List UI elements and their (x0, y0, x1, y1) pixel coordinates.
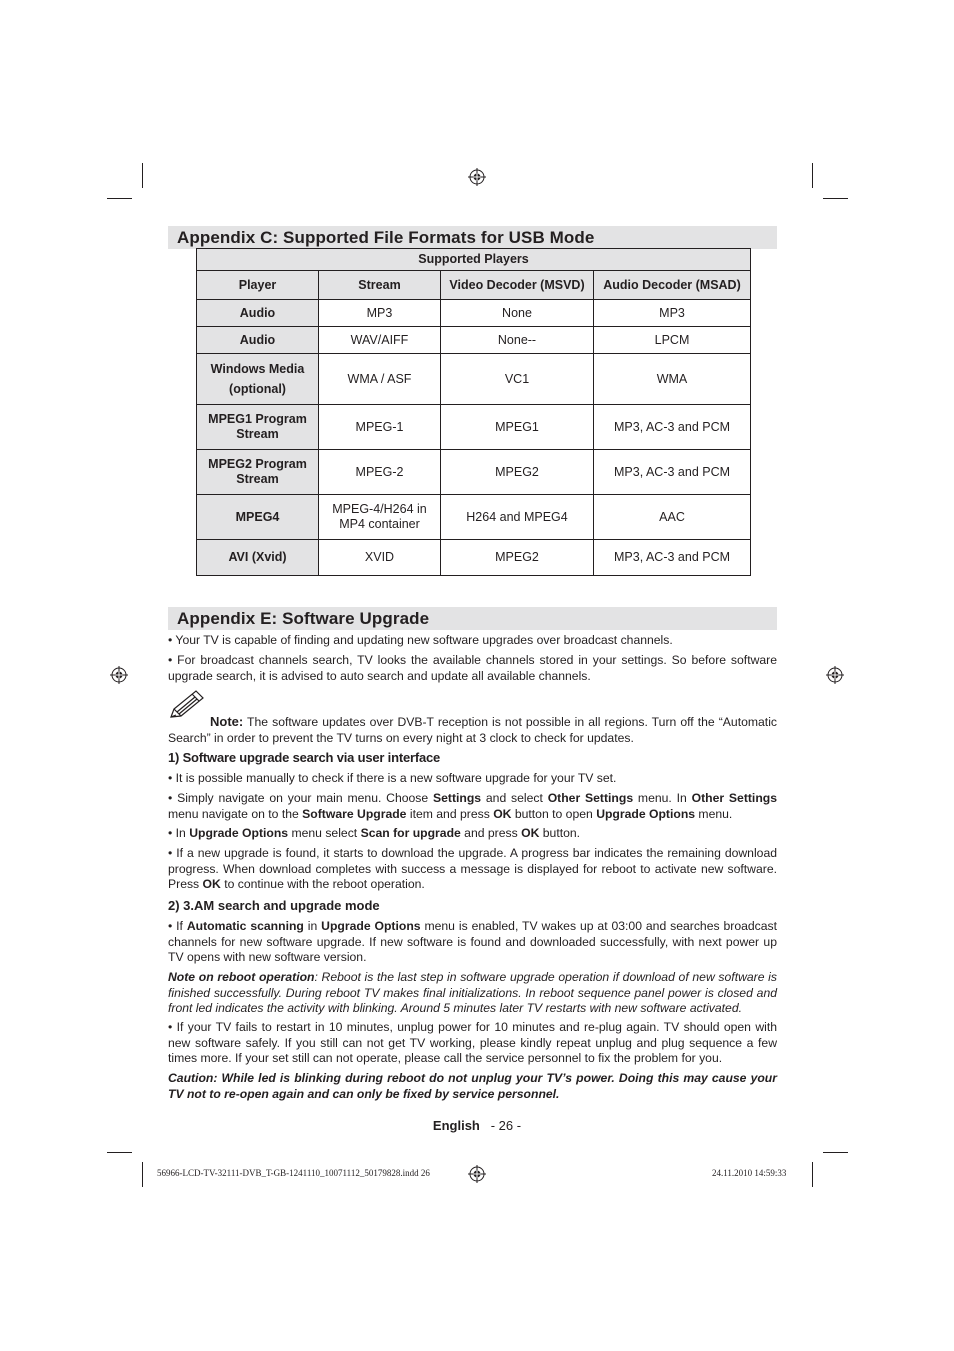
table-cell: MP3, AC-3 and PCM (594, 540, 751, 576)
text-run: menu. (695, 806, 733, 821)
crop-mark (107, 198, 132, 199)
text-run-bold: Other Settings (691, 791, 777, 805)
text-run-bold: Scan for upgrade (360, 826, 461, 840)
appendix-c-header (168, 226, 777, 249)
table-cell: WMA (594, 354, 751, 405)
footer-language: English (432, 1118, 480, 1133)
crop-mark (812, 163, 813, 188)
note-paragraph (168, 714, 777, 746)
section-2-paragraph-1 (168, 919, 777, 966)
reboot-note-label: Note on reboot operation (168, 970, 315, 984)
crop-mark (142, 163, 143, 188)
table-cell: H264 and MPEG4 (441, 495, 594, 540)
table-cell: VC1 (441, 354, 594, 405)
table-cell: MPEG1 Program Stream (197, 405, 319, 450)
table-cell: XVID (319, 540, 441, 576)
text-run: menu navigate on to the (168, 806, 303, 821)
appendix-e-header (168, 607, 777, 630)
table-cell: MP3, AC-3 and PCM (594, 450, 751, 495)
text-run-bold: Other Settings (547, 791, 634, 805)
print-slug-timestamp: 24.11.2010 14:59:33 (712, 1168, 787, 1178)
section-2-paragraph-2: • If your TV fails to restart in 10 minutes, unplug power for 10 minutes and re-plug again. TV should open with new software safely. If you still can not get TV working, please kindly repeat unplug and plug sequence a few times more. If your set still can not operate, please call the service personnel to fix the problem for you. (168, 1020, 777, 1065)
table-cell: AAC (594, 495, 751, 540)
page-footer (0, 1118, 954, 1133)
table-group-header: Supported Players (197, 249, 751, 271)
table-cell: MP3 (594, 300, 751, 327)
section-1-paragraph-2 (168, 791, 777, 822)
appendix-e-title: Appendix E: Software Upgrade (177, 609, 430, 628)
text-run: • Simply navigate on your main menu. Choose (168, 791, 433, 805)
table-cell: MPEG-2 (319, 450, 441, 495)
crop-mark (823, 198, 848, 199)
row-label: Windows Media (210, 362, 305, 376)
text-run: and select (481, 791, 548, 805)
table-cell: MPEG2 (441, 540, 594, 576)
table-cell (197, 354, 319, 405)
text-run: and press (460, 826, 522, 840)
text-run-bold: OK (521, 826, 540, 840)
supported-formats-table (196, 248, 751, 576)
table-group-header-row (197, 249, 751, 271)
table-cell: MPEG2 Program Stream (197, 450, 319, 495)
text-run: to continue with the reboot operation. (220, 877, 425, 891)
text-run-bold: OK (202, 877, 221, 891)
crop-mark (107, 1152, 132, 1153)
text-run-bold: Upgrade Options (596, 806, 696, 821)
registration-mark-icon (110, 666, 128, 684)
table-cell: MPEG1 (441, 405, 594, 450)
text-run: menu. In (633, 791, 692, 805)
table-cell: AVI (Xvid) (197, 540, 319, 576)
column-header-video-decoder: Video Decoder (MSVD) (441, 271, 594, 300)
text-run: item and press (406, 806, 494, 821)
appendix-c-title: Appendix C: Supported File Formats for USB Mode (177, 228, 595, 247)
registration-mark-icon (468, 1165, 486, 1183)
column-header-stream: Stream (319, 271, 441, 300)
text-run-bold: Software Upgrade (302, 806, 407, 821)
text-run-bold: Automatic scanning (186, 919, 304, 933)
table-row (197, 450, 751, 495)
column-header-player: Player (197, 271, 319, 300)
text-run: menu is enabled, TV wakes up at 03:00 and searches broadcast channels for new software upgrade. If new software is found and downloaded successfully, with next power up TV opens with new software version. (168, 919, 778, 964)
section-1-paragraph-4 (168, 846, 777, 893)
caution-paragraph: Caution: While led is blinking during reboot do not unplug your TV’s power. Doing this may cause your TV not to re-open again and can only be fixed by service personnel. (168, 1071, 777, 1101)
text-run: in (303, 919, 322, 933)
table-cell: WMA / ASF (319, 354, 441, 405)
crop-mark (823, 1152, 848, 1153)
print-slug-filename: 56966-LCD-TV-32111-DVB_T-GB-1241110_10071112_50179828.indd 26 (157, 1168, 430, 1178)
intro-paragraph-2: • For broadcast channels search, TV looks the available channels stored in your settings. So before software upgrade search, it is advised to auto search and update all available channels. (168, 653, 777, 683)
table-cell: MP3, AC-3 and PCM (594, 405, 751, 450)
text-run-bold: Settings (433, 791, 482, 805)
table-cell: MPEG-4/H264 in MP4 container (319, 495, 441, 540)
table-row (197, 300, 751, 327)
reboot-note-paragraph (168, 970, 777, 1017)
text-run: button. (539, 826, 581, 840)
table-header-row (197, 271, 751, 300)
table-cell: MP3 (319, 300, 441, 327)
table-cell: None (441, 300, 594, 327)
table-row (197, 354, 751, 405)
table-cell: MPEG2 (441, 450, 594, 495)
text-run: • In (168, 826, 190, 840)
crop-mark (142, 1162, 143, 1187)
section-2-title: 2) 3.AM search and upgrade mode (168, 898, 380, 913)
text-run-bold: OK (493, 806, 512, 821)
text-run-bold: Upgrade Options (189, 826, 289, 840)
table-cell: None-- (441, 327, 594, 354)
registration-mark-icon (826, 666, 844, 684)
note-text: The software updates over DVB-T reception is not possible in all regions. Turn off the “Automatic Search” in order to prevent the TV turns on every night at 3 clock to check for updates. (168, 715, 777, 745)
text-run-bold: Upgrade Options (321, 919, 421, 933)
row-label-note: (optional) (229, 382, 286, 396)
table-cell: LPCM (594, 327, 751, 354)
registration-mark-icon (468, 168, 486, 186)
table-row (197, 495, 751, 540)
column-header-audio-decoder: Audio Decoder (MSAD) (594, 271, 751, 300)
crop-mark (812, 1162, 813, 1187)
table-cell: Audio (197, 300, 319, 327)
section-1-title: 1) Software upgrade search via user interface (168, 750, 441, 765)
table-cell: MPEG4 (197, 495, 319, 540)
text-run: • If (168, 919, 187, 933)
table-row (197, 405, 751, 450)
table-row (197, 327, 751, 354)
section-1-paragraph-3 (168, 826, 777, 842)
text-run: menu select (288, 826, 361, 840)
text-run: • If a new upgrade is found, it starts to download the upgrade. A progress bar indicates the remaining download progress. When download completes with success a message is displayed for reboot to activate new software. Press (168, 846, 777, 891)
footer-page-number: - 26 - (490, 1118, 522, 1133)
reboot-note-text: : Reboot is the last step in software upgrade operation if download of new software is finished successfully. During reboot TV makes final initializations. In reboot sequence panel power is closed and front led indicates the activity with blinking. Around 5 minutes later TV restarts with new software activated. (168, 970, 777, 1015)
table-cell: WAV/AIFF (319, 327, 441, 354)
intro-paragraph-1: • Your TV is capable of finding and updating new software upgrades over broadcast channels. (168, 633, 673, 647)
section-1-paragraph-1: • It is possible manually to check if there is a new software upgrade for your TV set. (168, 771, 617, 785)
table-cell: Audio (197, 327, 319, 354)
note-label: Note: (210, 714, 244, 729)
table-cell: MPEG-1 (319, 405, 441, 450)
text-run: button to open (511, 806, 597, 821)
table-row (197, 540, 751, 576)
